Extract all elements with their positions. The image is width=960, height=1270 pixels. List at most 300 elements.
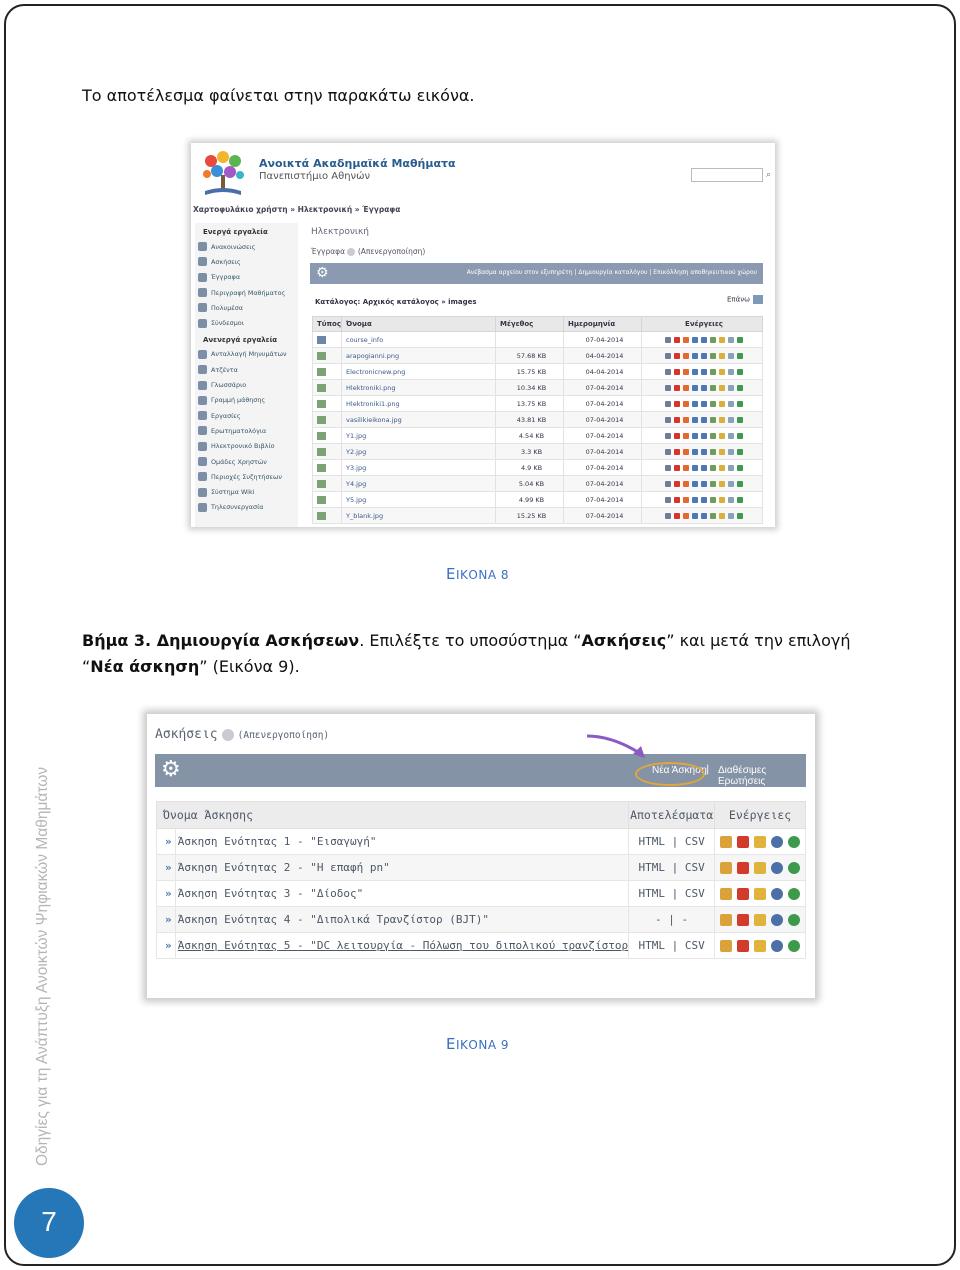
file-name[interactable]: Y2.jpg: [342, 444, 496, 460]
exercise-actions: [715, 829, 806, 855]
share-icon[interactable]: [788, 836, 800, 848]
action-icon[interactable]: [737, 385, 743, 391]
teleconference-icon: [198, 503, 207, 512]
action-icon[interactable]: [701, 417, 707, 423]
sidebar-item[interactable]: Γλωσσάριο: [195, 377, 298, 392]
exercise-results[interactable]: HTML | CSV: [629, 829, 715, 855]
col-size: Μέγεθος: [496, 317, 564, 332]
col-results: Αποτελέσματα: [629, 802, 715, 829]
action-icon[interactable]: [692, 417, 698, 423]
file-row: [313, 460, 763, 476]
action-icon[interactable]: [674, 433, 680, 439]
action-icon[interactable]: [728, 449, 734, 455]
action-icon[interactable]: [692, 449, 698, 455]
action-icon[interactable]: [728, 465, 734, 471]
action-icon[interactable]: [719, 353, 725, 359]
toolbar: [155, 754, 806, 787]
file-type-cell: [313, 332, 342, 348]
share-icon[interactable]: [788, 888, 800, 900]
action-icon[interactable]: [683, 385, 689, 391]
action-icon[interactable]: [665, 449, 671, 455]
exercise-results[interactable]: - | -: [629, 907, 715, 933]
action-icon[interactable]: [683, 353, 689, 359]
brand-title: Ανοικτά Ακαδημαϊκά Μαθήματα: [259, 157, 456, 170]
action-icon[interactable]: [728, 481, 734, 487]
action-icon[interactable]: [737, 465, 743, 471]
file-type-cell: [313, 476, 342, 492]
file-date: 07-04-2014: [564, 380, 642, 396]
file-date: 07-04-2014: [564, 332, 642, 348]
share-icon[interactable]: [788, 940, 800, 952]
learning-path-icon: [198, 396, 207, 405]
exercise-actions: [715, 881, 806, 907]
sidebar-item[interactable]: Ερωτηματολόγια: [195, 423, 298, 438]
file-size: 43.81 KB: [496, 412, 564, 428]
action-icon[interactable]: [665, 417, 671, 423]
edit-icon[interactable]: [720, 862, 732, 874]
file-date: 07-04-2014: [564, 492, 642, 508]
deactivate-link[interactable]: (Απενεργοποίηση): [357, 247, 426, 256]
exercise-name-link[interactable]: Άσκηση Ενότητας 1 - "Εισαγωγή": [175, 829, 628, 855]
file-size: [496, 332, 564, 348]
delete-icon[interactable]: [737, 888, 749, 900]
action-icon[interactable]: [737, 337, 743, 343]
action-icon[interactable]: [737, 353, 743, 359]
sidebar-item[interactable]: Έγγραφα: [195, 270, 298, 285]
file-actions: [642, 348, 763, 364]
status-icon: [222, 729, 234, 741]
file-row: [313, 332, 763, 348]
exercise-actions: [715, 933, 806, 959]
action-icon[interactable]: [728, 385, 734, 391]
sidebar-item[interactable]: Εργασίες: [195, 408, 298, 423]
available-questions-link[interactable]: Διαθέσιμες Ερωτήσεις: [718, 765, 767, 787]
exercises-table: [156, 801, 806, 959]
action-icon[interactable]: [719, 481, 725, 487]
action-icon[interactable]: [710, 465, 716, 471]
exercise-actions: [715, 855, 806, 881]
action-icon[interactable]: [728, 433, 734, 439]
file-type-cell: [313, 444, 342, 460]
image-file-icon: [317, 432, 326, 440]
action-icon[interactable]: [701, 481, 707, 487]
action-icon[interactable]: [683, 481, 689, 487]
action-icon[interactable]: [737, 513, 743, 519]
file-actions: [642, 476, 763, 492]
exercise-name-link[interactable]: Άσκηση Ενότητας 3 - "Δίοδος": [175, 881, 628, 907]
action-icon[interactable]: [737, 401, 743, 407]
file-actions: [642, 508, 763, 524]
figure-9-screenshot: [147, 714, 815, 998]
visibility-icon[interactable]: [771, 836, 783, 848]
calendar-icon: [198, 365, 207, 374]
action-icon[interactable]: [710, 449, 716, 455]
action-icon[interactable]: [665, 353, 671, 359]
gear-icon[interactable]: ⚙: [161, 757, 181, 782]
exercise-name-link[interactable]: Άσκηση Ενότητας 2 - "Η επαφή pn": [175, 855, 628, 881]
file-type-cell: [313, 348, 342, 364]
action-icon[interactable]: [710, 497, 716, 503]
edit-icon[interactable]: [720, 888, 732, 900]
image-file-icon: [317, 512, 326, 520]
visibility-icon[interactable]: [771, 888, 783, 900]
sidebar-item[interactable]: Ηλεκτρονικό Βιβλίο: [195, 439, 298, 454]
action-icon[interactable]: [737, 481, 743, 487]
sidebar: [195, 223, 298, 527]
action-icon[interactable]: [692, 337, 698, 343]
action-icon[interactable]: [674, 481, 680, 487]
image-file-icon: [317, 384, 326, 392]
search-input[interactable]: [691, 168, 763, 182]
action-icon[interactable]: [674, 353, 680, 359]
toolbar: [310, 263, 763, 284]
edit-icon[interactable]: [720, 914, 732, 926]
file-size: 4.54 KB: [496, 428, 564, 444]
action-icon[interactable]: [674, 337, 680, 343]
step-paragraph: Βήμα 3. Δημιουργία Ασκήσεων. Επιλέξτε το υποσύστημα “Ασκήσεις” και μετά την επιλογή “Νέα άσκηση” (Εικόνα 9).: [82, 631, 851, 676]
file-size: 4.9 KB: [496, 460, 564, 476]
action-icon[interactable]: [728, 401, 734, 407]
delete-icon[interactable]: [737, 862, 749, 874]
file-date: 07-04-2014: [564, 412, 642, 428]
action-icon[interactable]: [674, 369, 680, 375]
action-icon[interactable]: [674, 417, 680, 423]
action-icon[interactable]: [692, 465, 698, 471]
file-date: 07-04-2014: [564, 444, 642, 460]
clean-icon[interactable]: [754, 940, 766, 952]
file-row: [313, 380, 763, 396]
action-icon[interactable]: [719, 369, 725, 375]
file-size: 4.99 KB: [496, 492, 564, 508]
file-actions: [642, 332, 763, 348]
deactivate-link[interactable]: (Απενεργοποίηση): [237, 730, 330, 741]
figure-9-caption: ΕΙΚΟΝΑ 9: [446, 1035, 509, 1053]
sidebar-item[interactable]: Περιγραφή Μαθήματος: [195, 285, 298, 300]
file-name[interactable]: Y4.jpg: [342, 476, 496, 492]
sidebar-item[interactable]: Τηλεσυνεργασία: [195, 500, 298, 515]
folder-icon: [317, 336, 326, 344]
sidebar-item[interactable]: Ομάδες Χρηστών: [195, 454, 298, 469]
exercise-name-link[interactable]: Άσκηση Ενότητας 4 - "Διπολικά Τρανζίστορ (BJT)": [175, 907, 628, 933]
edit-icon[interactable]: [720, 940, 732, 952]
sidebar-item[interactable]: Ατζέντα: [195, 362, 298, 377]
action-icon[interactable]: [737, 369, 743, 375]
clean-icon[interactable]: [754, 862, 766, 874]
file-size: 15.75 KB: [496, 364, 564, 380]
visibility-icon[interactable]: [771, 862, 783, 874]
file-size: 10.34 KB: [496, 380, 564, 396]
edit-icon[interactable]: [720, 836, 732, 848]
sidebar-active-heading: Ενεργά εργαλεία: [203, 228, 268, 236]
tree-logo-icon: [197, 149, 249, 199]
action-icon[interactable]: [719, 337, 725, 343]
share-icon[interactable]: [788, 914, 800, 926]
action-icon[interactable]: [710, 513, 716, 519]
documents-icon: [198, 273, 207, 282]
action-icon[interactable]: [674, 465, 680, 471]
breadcrumb: Χαρτοφυλάκιο χρήστη » Ηλεκτρονική » Έγγραφα: [193, 205, 401, 214]
action-icon[interactable]: [692, 353, 698, 359]
clean-icon[interactable]: [754, 888, 766, 900]
action-icon[interactable]: [719, 449, 725, 455]
file-name[interactable]: Hlektroniki1.png: [342, 396, 496, 412]
col-type: Τύπος: [313, 317, 342, 332]
action-icon[interactable]: [719, 433, 725, 439]
action-icon[interactable]: [710, 433, 716, 439]
action-icon[interactable]: [701, 337, 707, 343]
links-icon: [198, 319, 207, 328]
search-icon[interactable]: ⌕: [766, 170, 772, 180]
action-icon[interactable]: [737, 433, 743, 439]
file-date: 04-04-2014: [564, 364, 642, 380]
exercise-row: [157, 855, 806, 881]
share-icon[interactable]: [788, 862, 800, 874]
action-icon[interactable]: [674, 449, 680, 455]
row-bullet: »: [157, 829, 176, 855]
forums-icon: [198, 472, 207, 481]
messages-icon: [198, 350, 207, 359]
description-icon: [198, 288, 207, 297]
action-icon[interactable]: [665, 369, 671, 375]
file-name[interactable]: course_info: [342, 332, 496, 348]
page-number-badge: [14, 1188, 84, 1258]
row-bullet: »: [157, 933, 176, 959]
file-date: 07-04-2014: [564, 396, 642, 412]
action-icon[interactable]: [665, 497, 671, 503]
action-icon[interactable]: [719, 513, 725, 519]
gear-icon[interactable]: ⚙: [316, 265, 329, 281]
file-actions: [642, 412, 763, 428]
exercises-title: Ασκήσεις (Απενεργοποίηση): [155, 727, 330, 742]
col-date: Ημερομηνία: [564, 317, 642, 332]
action-icon[interactable]: [701, 497, 707, 503]
action-icon[interactable]: [701, 369, 707, 375]
file-type-cell: [313, 508, 342, 524]
col-exercise-name: Όνομα Άσκησης: [157, 802, 629, 829]
toolbar-separator: |: [706, 764, 710, 775]
files-table: [312, 316, 763, 524]
action-icon[interactable]: [737, 417, 743, 423]
exercise-row: [157, 881, 806, 907]
up-button[interactable]: Επάνω: [727, 295, 763, 304]
file-row: [313, 364, 763, 380]
action-icon[interactable]: [701, 449, 707, 455]
file-name[interactable]: arapogianni.png: [342, 348, 496, 364]
action-icon[interactable]: [701, 353, 707, 359]
file-name[interactable]: Y_blank.jpg: [342, 508, 496, 524]
action-icon[interactable]: [683, 465, 689, 471]
sidebar-item[interactable]: Σύστημα Wiki: [195, 484, 298, 499]
questionnaires-icon: [198, 426, 207, 435]
action-icon[interactable]: [728, 353, 734, 359]
action-icon[interactable]: [710, 353, 716, 359]
course-title: Ηλεκτρονική: [311, 227, 369, 237]
action-icon[interactable]: [665, 433, 671, 439]
action-icon[interactable]: [683, 497, 689, 503]
file-actions: [642, 396, 763, 412]
tool-title: Έγγραφα (Απενεργοποίηση): [311, 247, 426, 256]
new-exercise-link[interactable]: Νέα Άσκηση: [652, 765, 707, 776]
image-file-icon: [317, 352, 326, 360]
action-icon[interactable]: [674, 497, 680, 503]
visibility-icon[interactable]: [771, 940, 783, 952]
file-row: [313, 348, 763, 364]
exercise-results[interactable]: HTML | CSV: [629, 881, 715, 907]
action-icon[interactable]: [737, 497, 743, 503]
delete-icon[interactable]: [737, 836, 749, 848]
glossary-icon: [198, 381, 207, 390]
action-icon[interactable]: [701, 465, 707, 471]
action-icon[interactable]: [692, 497, 698, 503]
ebook-icon: [198, 442, 207, 451]
action-icon[interactable]: [728, 337, 734, 343]
exercise-results[interactable]: HTML | CSV: [629, 933, 715, 959]
clean-icon[interactable]: [754, 914, 766, 926]
action-icon[interactable]: [665, 385, 671, 391]
action-icon[interactable]: [710, 369, 716, 375]
file-size: 57.68 KB: [496, 348, 564, 364]
action-icon[interactable]: [665, 481, 671, 487]
announcements-icon: [198, 242, 207, 251]
figure-8-screenshot: [191, 143, 775, 527]
file-name[interactable]: Y3.jpg: [342, 460, 496, 476]
file-name[interactable]: Electronicnew.png: [342, 364, 496, 380]
file-actions: [642, 492, 763, 508]
folder-up-icon: [753, 295, 763, 304]
action-icon[interactable]: [665, 337, 671, 343]
file-actions: [642, 444, 763, 460]
file-row: [313, 412, 763, 428]
sidebar-item[interactable]: Σύνδεσμοι: [195, 315, 298, 330]
col-name[interactable]: Όνομα: [342, 317, 496, 332]
image-file-icon: [317, 464, 326, 472]
sidebar-item[interactable]: Πολυμέσα: [195, 300, 298, 315]
action-icon[interactable]: [719, 401, 725, 407]
media-icon: [198, 303, 207, 312]
action-icon[interactable]: [710, 417, 716, 423]
file-type-cell: [313, 460, 342, 476]
action-icon[interactable]: [710, 337, 716, 343]
action-icon[interactable]: [683, 337, 689, 343]
file-row: [313, 508, 763, 524]
action-icon[interactable]: [665, 401, 671, 407]
action-icon[interactable]: [719, 465, 725, 471]
sidebar-item[interactable]: Περιοχές Συζητήσεων: [195, 469, 298, 484]
action-icon[interactable]: [665, 513, 671, 519]
file-type-cell: [313, 364, 342, 380]
action-icon[interactable]: [728, 513, 734, 519]
action-icon[interactable]: [728, 417, 734, 423]
action-icon[interactable]: [674, 401, 680, 407]
action-icon[interactable]: [719, 497, 725, 503]
file-date: 07-04-2014: [564, 508, 642, 524]
row-bullet: »: [157, 881, 176, 907]
action-icon[interactable]: [692, 385, 698, 391]
file-date: 07-04-2014: [564, 460, 642, 476]
action-icon[interactable]: [728, 369, 734, 375]
action-icon[interactable]: [701, 401, 707, 407]
action-icon[interactable]: [719, 385, 725, 391]
exercise-name-link[interactable]: Άσκηση Ενότητας 5 - "DC λειτουργία - Πόλωση του διπολικού τρανζίστορ: [175, 933, 628, 959]
file-date: 04-04-2014: [564, 348, 642, 364]
file-name[interactable]: Hlektroniki.png: [342, 380, 496, 396]
action-icon[interactable]: [674, 513, 680, 519]
sidebar-item[interactable]: Ασκήσεις: [195, 254, 298, 269]
page-number: 7: [41, 1206, 57, 1237]
action-icon[interactable]: [710, 385, 716, 391]
action-icon[interactable]: [665, 465, 671, 471]
file-size: 15.25 KB: [496, 508, 564, 524]
file-row: [313, 476, 763, 492]
delete-icon[interactable]: [737, 940, 749, 952]
file-row: [313, 492, 763, 508]
assignments-icon: [198, 411, 207, 420]
visibility-icon[interactable]: [771, 914, 783, 926]
image-file-icon: [317, 416, 326, 424]
file-actions: [642, 364, 763, 380]
directory-label: Κατάλογος: Αρχικός κατάλογος » images: [315, 298, 477, 306]
exercise-row: [157, 907, 806, 933]
sidebar-item[interactable]: Γραμμή μάθησης: [195, 393, 298, 408]
delete-icon[interactable]: [737, 914, 749, 926]
file-row: [313, 396, 763, 412]
file-size: 5.04 KB: [496, 476, 564, 492]
file-type-cell: [313, 396, 342, 412]
toolbar-links[interactable]: Ανέβασμα αρχείου στον εξυπηρέτη | Δημιουργία καταλόγου | Επικόλληση αποθηκευτικού χώρου: [466, 269, 757, 276]
file-row: [313, 428, 763, 444]
action-icon[interactable]: [692, 513, 698, 519]
image-file-icon: [317, 480, 326, 488]
action-icon[interactable]: [683, 417, 689, 423]
file-name[interactable]: Y1.jpg: [342, 428, 496, 444]
clean-icon[interactable]: [754, 836, 766, 848]
col-actions: Ενέργειες: [642, 317, 763, 332]
file-type-cell: [313, 428, 342, 444]
action-icon[interactable]: [737, 449, 743, 455]
action-icon[interactable]: [683, 369, 689, 375]
action-icon[interactable]: [683, 449, 689, 455]
action-icon[interactable]: [692, 433, 698, 439]
file-size: 13.75 KB: [496, 396, 564, 412]
action-icon[interactable]: [701, 513, 707, 519]
action-icon[interactable]: [701, 385, 707, 391]
action-icon[interactable]: [683, 513, 689, 519]
exercises-icon: [198, 257, 207, 266]
action-icon[interactable]: [692, 481, 698, 487]
action-icon[interactable]: [710, 401, 716, 407]
row-bullet: »: [157, 855, 176, 881]
action-icon[interactable]: [674, 385, 680, 391]
action-icon[interactable]: [701, 433, 707, 439]
exercise-results[interactable]: HTML | CSV: [629, 855, 715, 881]
action-icon[interactable]: [683, 401, 689, 407]
action-icon[interactable]: [710, 481, 716, 487]
action-icon[interactable]: [692, 401, 698, 407]
image-file-icon: [317, 448, 326, 456]
sidebar-item[interactable]: Ανταλλαγή Μηνυμάτων: [195, 347, 298, 362]
col-actions: Ενέργειες: [715, 802, 806, 829]
action-icon[interactable]: [728, 497, 734, 503]
image-file-icon: [317, 496, 326, 504]
file-name[interactable]: vasilikieikona.jpg: [342, 412, 496, 428]
user-groups-icon: [198, 457, 207, 466]
file-type-cell: [313, 412, 342, 428]
file-name[interactable]: Y5.jpg: [342, 492, 496, 508]
action-icon[interactable]: [719, 417, 725, 423]
action-icon[interactable]: [692, 369, 698, 375]
action-icon[interactable]: [683, 433, 689, 439]
sidebar-item[interactable]: Ανακοινώσεις: [195, 239, 298, 254]
